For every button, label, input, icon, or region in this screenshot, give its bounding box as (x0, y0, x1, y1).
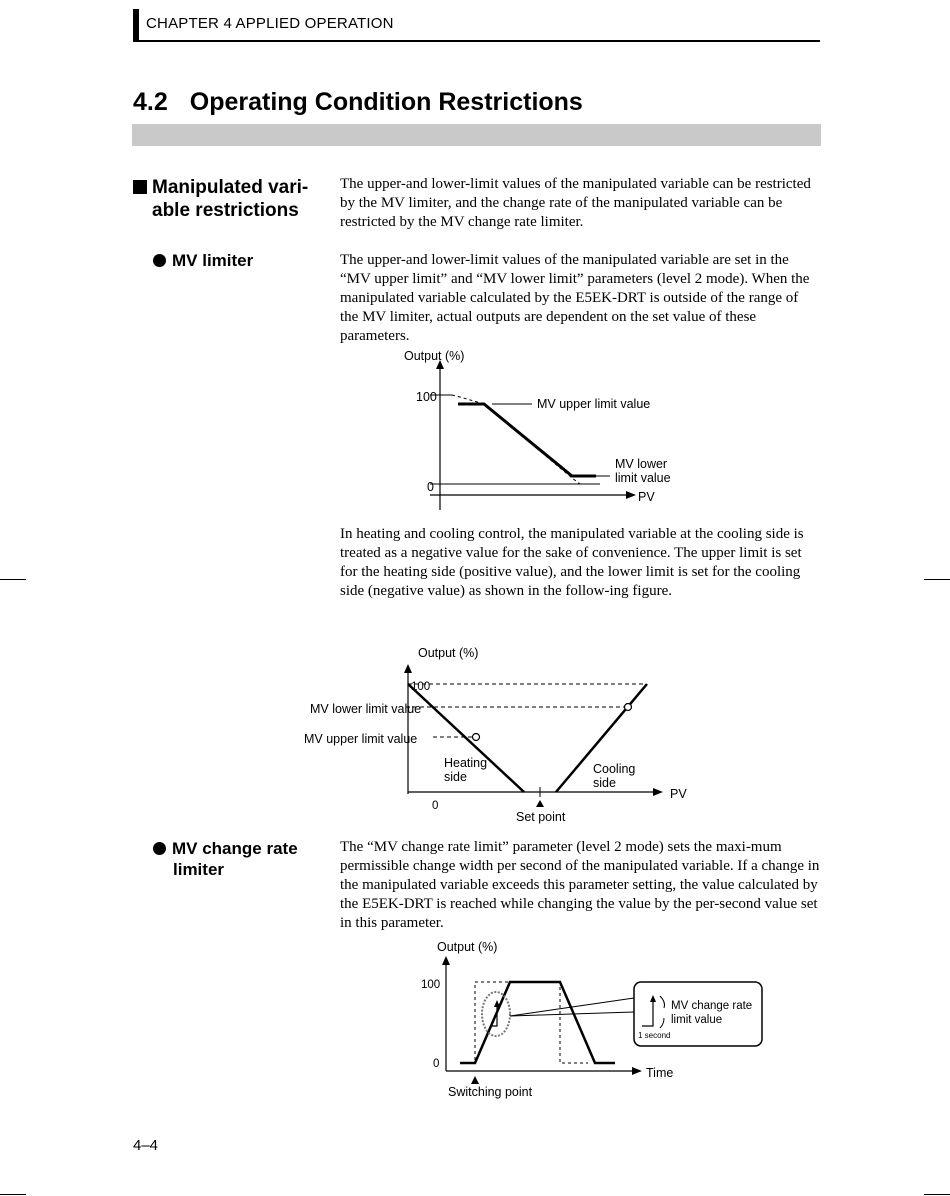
square-bullet-icon (133, 180, 147, 194)
mv-rate-heading-line1: MV change rate (172, 839, 298, 858)
crop-mark-bottom-right (924, 1194, 950, 1195)
fig1-lower-label-1: MV lower (615, 457, 668, 471)
page-number: 4–4 (133, 1137, 159, 1154)
heating-cooling-paragraph-text: In heating and cooling control, the manipulated variable at the cooling side is treated as a negative value for the sake of convenience. The upper limit is set for the heating side (positive value), and the lower limit is set for the cooling side (negative value) as shown in the follow-ing figure. (340, 526, 804, 599)
fig2-tick-0-label: 0 (432, 800, 439, 812)
fig2-upper-label: MV upper limit value (304, 732, 418, 746)
chapter-header: CHAPTER 4 APPLIED OPERATION (146, 15, 394, 32)
fig2-cooling-label-2: side (593, 776, 616, 790)
fig1-upper-label: MV upper limit value (537, 397, 651, 411)
fig2-tick-100-label: 100 (411, 681, 431, 693)
fig3-callout-label-1: MV change rate (671, 1000, 753, 1012)
circle-bullet-icon (153, 254, 166, 267)
fig3-leader-1 (510, 998, 634, 1016)
fig3-tick-0-label: 0 (433, 1058, 440, 1070)
crop-mark-bottom-left (0, 1194, 26, 1195)
fig3-switching-label: Switching point (448, 1085, 533, 1099)
manipulated-paragraph-text: The upper-and lower-limit values of the manipulated variable can be restricted by the MV limiter, and the change rate of the manipulated variable can be restricted by the MV change rate limiter. (340, 176, 811, 230)
fig2-cooling-label-1: Cooling (593, 762, 636, 776)
mv-rate-paragraph (340, 838, 820, 933)
section-title (133, 88, 583, 117)
mv-limiter-heading (153, 250, 253, 271)
fig2-setpoint-label: Set point (516, 810, 566, 824)
fig1-tick-100-label: 100 (416, 390, 437, 404)
manipulated-heading-line1: Manipulated vari- (152, 177, 309, 198)
fig2-lower-label: MV lower limit value (310, 702, 422, 716)
fig2-y-label: Output (%) (418, 646, 479, 660)
fig2-x-label: PV (670, 787, 687, 801)
mv-limiter-paragraph (340, 251, 820, 346)
fig2-x-arrow (653, 788, 663, 796)
fig2-lower-marker (625, 704, 632, 711)
crop-mark-left (0, 579, 26, 580)
fig3-x-arrow (632, 1067, 642, 1075)
heating-cooling-figure (300, 642, 700, 827)
mv-rate-paragraph-text: The “MV change rate limit” parameter (level 2 mode) sets the maxi-mum permissible change width per second of the manipulated variable. If a change in the manipulated variable exceeds this parameter setting, the value calculated by the E5EK-DRT is reached while changing the value by the per-second value set in this parameter. (340, 839, 820, 931)
mv-limiter-figure (400, 344, 700, 514)
circle-bullet-icon (153, 842, 166, 855)
fig1-limited-output (458, 404, 596, 476)
section-number: 4.2 (133, 88, 168, 116)
manipulated-heading-line2: able restrictions (152, 200, 299, 221)
fig3-callout-label-2: limit value (671, 1014, 723, 1026)
fig3-step-arrow (494, 1000, 500, 1007)
fig2-upper-marker (473, 734, 480, 741)
manipulated-paragraph (340, 175, 820, 232)
fig2-y-arrow (404, 664, 412, 673)
header-rule (133, 40, 820, 42)
mv-limiter-heading-text: MV limiter (172, 251, 254, 270)
section-title-text: Operating Condition Restrictions (189, 88, 583, 116)
fig1-x-label: PV (638, 490, 655, 504)
fig1-tick-0-label: 0 (427, 480, 434, 494)
fig1-lower-label-2: limit value (615, 471, 671, 485)
mv-rate-figure (410, 936, 770, 1104)
title-band (132, 124, 821, 146)
fig3-y-label: Output (%) (437, 940, 498, 954)
mv-limiter-paragraph-text: The upper-and lower-limit values of the manipulated variable are set in the “MV upper limit” and “MV lower limit” parameters (level 2 mode). When the manipulated variable calculated by the E5EK-DRT is outside of the range of the MV limiter, actual outputs are dependent on the set value of these parameters. (340, 252, 810, 344)
chapter-marker-bar (133, 9, 139, 41)
mv-rate-heading-line2: limiter (173, 860, 225, 879)
fig3-limited-output (460, 982, 615, 1063)
fig2-heating-label-1: Heating (444, 756, 488, 770)
fig3-tick-100-label: 100 (421, 979, 441, 991)
fig2-heating-label-2: side (444, 770, 467, 784)
fig3-x-label: Time (646, 1066, 674, 1080)
fig3-y-arrow (442, 956, 450, 965)
crop-mark-right (924, 579, 950, 580)
fig3-switching-arrow (471, 1076, 479, 1084)
fig1-x-arrow (626, 491, 636, 499)
fig1-y-label: Output (%) (404, 349, 465, 363)
manipulated-heading (133, 176, 308, 222)
fig2-setpoint-arrow (536, 800, 544, 807)
fig3-one-second-label: 1 second (638, 1031, 671, 1040)
mv-rate-heading (153, 838, 298, 880)
heating-cooling-paragraph (340, 525, 820, 601)
